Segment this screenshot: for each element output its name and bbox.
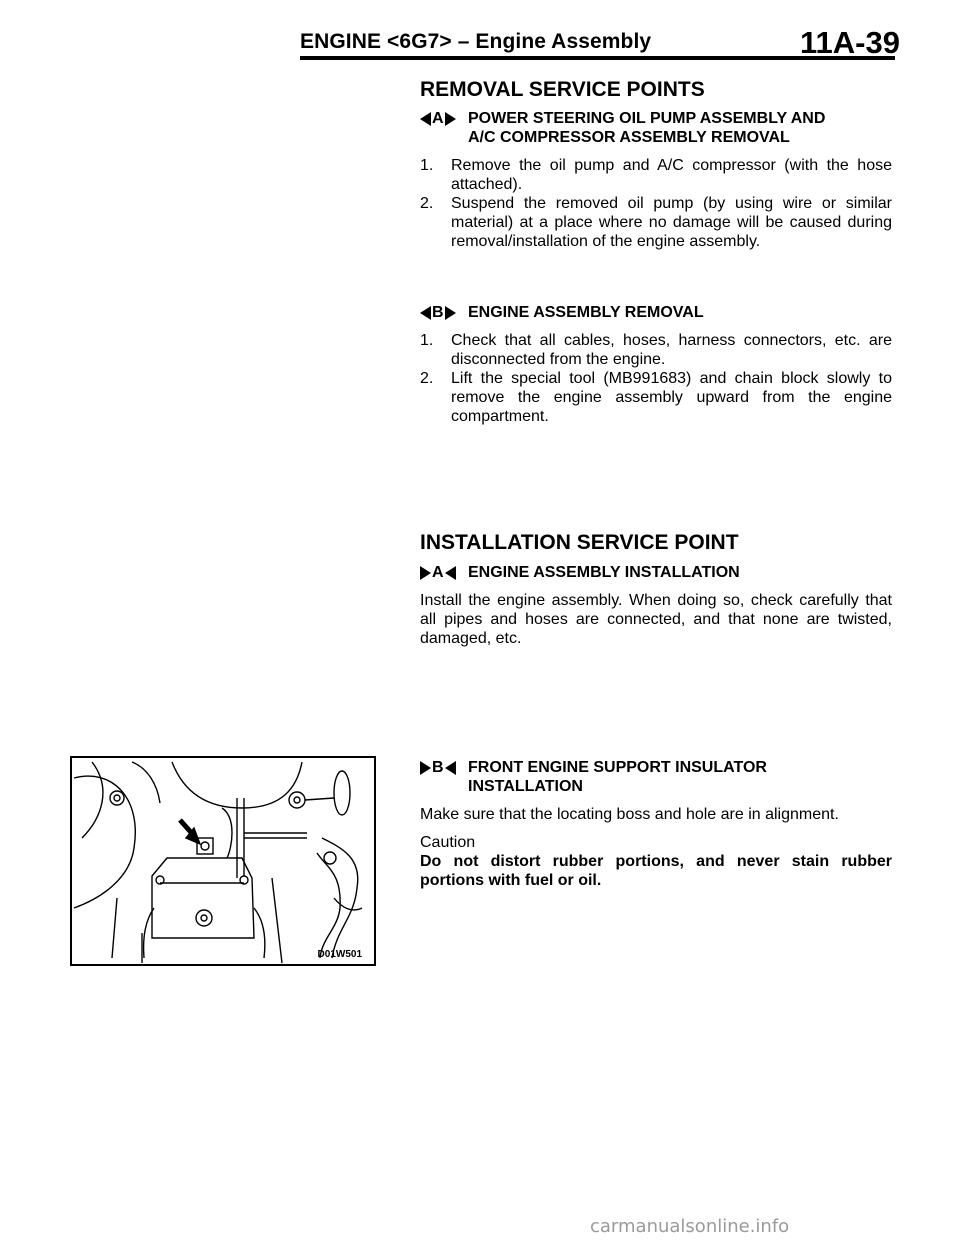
removal-b-step-1 [420, 331, 892, 369]
step-number: 1. [420, 332, 434, 349]
removal-b-heading [420, 303, 892, 322]
removal-a-marker [420, 109, 468, 128]
page-number: 11A-39 [800, 25, 900, 60]
removal-title: REMOVAL SERVICE POINTS [420, 78, 705, 101]
engine-mount-drawing [72, 758, 374, 964]
installation-section [420, 531, 892, 648]
installation-b-heading-line1: FRONT ENGINE SUPPORT INSULATOR [468, 759, 767, 776]
removal-a-heading-line2: A/C COMPRESSOR ASSEMBLY REMOVAL [468, 129, 790, 146]
removal-b-step-2 [420, 369, 892, 426]
installation-b-marker [420, 758, 468, 777]
installation-a-heading-text: ENGINE ASSEMBLY INSTALLATION [468, 564, 740, 581]
marker-letter: B [432, 759, 444, 776]
installation-a-marker [420, 563, 468, 582]
caution-label: Caution [420, 834, 476, 851]
installation-a-body: Install the engine assembly. When doing so, check carefully that all pipes and hoses are connected, and that none are twisted, damaged, etc. [420, 592, 892, 647]
marker-letter: A [432, 564, 444, 581]
removal-a-heading [420, 109, 892, 147]
removal-a-step-1 [420, 156, 892, 194]
arrow-right-icon [445, 306, 456, 320]
step-text: Remove the oil pump and A/C compressor (with the hose attached). [451, 157, 892, 193]
installation-b-body: Make sure that the locating boss and hole are in alignment. [420, 806, 839, 823]
arrow-right-icon [420, 761, 431, 775]
arrow-left-icon [445, 566, 456, 580]
step-text: Suspend the removed oil pump (by using wire or similar material) at a place where no damage will be caused during removal/installation of the engine assembly. [451, 195, 892, 250]
header-title: ENGINE <6G7> – Engine Assembly [300, 30, 652, 53]
arrow-right-icon [420, 566, 431, 580]
installation-b-heading [420, 758, 892, 796]
caution-text: Do not distort rubber portions, and never stain rubber portions with fuel or oil. [420, 853, 892, 889]
step-text: Check that all cables, hoses, harness connectors, etc. are disconnected from the engine. [451, 332, 892, 368]
arrow-right-icon [445, 112, 456, 126]
installation-b-section [420, 758, 892, 890]
step-number: 2. [420, 370, 434, 387]
installation-a-heading [420, 563, 892, 582]
removal-b-heading-text: ENGINE ASSEMBLY REMOVAL [468, 304, 704, 321]
removal-b-marker [420, 303, 468, 322]
step-number: 1. [420, 157, 434, 174]
marker-letter: A [432, 110, 444, 127]
step-number: 2. [420, 195, 434, 212]
removal-a-step-2 [420, 194, 892, 251]
step-text: Lift the special tool (MB991683) and chain block slowly to remove the engine assembly upward from the engine compartment. [451, 370, 892, 425]
removal-b-section [420, 303, 892, 426]
engine-mount-illustration [70, 756, 376, 966]
header-rule [300, 56, 895, 60]
watermark: carmanualsonline.info [590, 1216, 790, 1237]
installation-b-heading-line2: INSTALLATION [468, 778, 583, 795]
arrow-left-icon [445, 761, 456, 775]
installation-title: INSTALLATION SERVICE POINT [420, 531, 739, 554]
arrow-left-icon [420, 112, 431, 126]
removal-section [420, 78, 892, 251]
marker-letter: B [432, 304, 444, 321]
figure-label: D01W501 [317, 949, 362, 960]
removal-a-heading-line1: POWER STEERING OIL PUMP ASSEMBLY AND [468, 110, 826, 127]
arrow-left-icon [420, 306, 431, 320]
